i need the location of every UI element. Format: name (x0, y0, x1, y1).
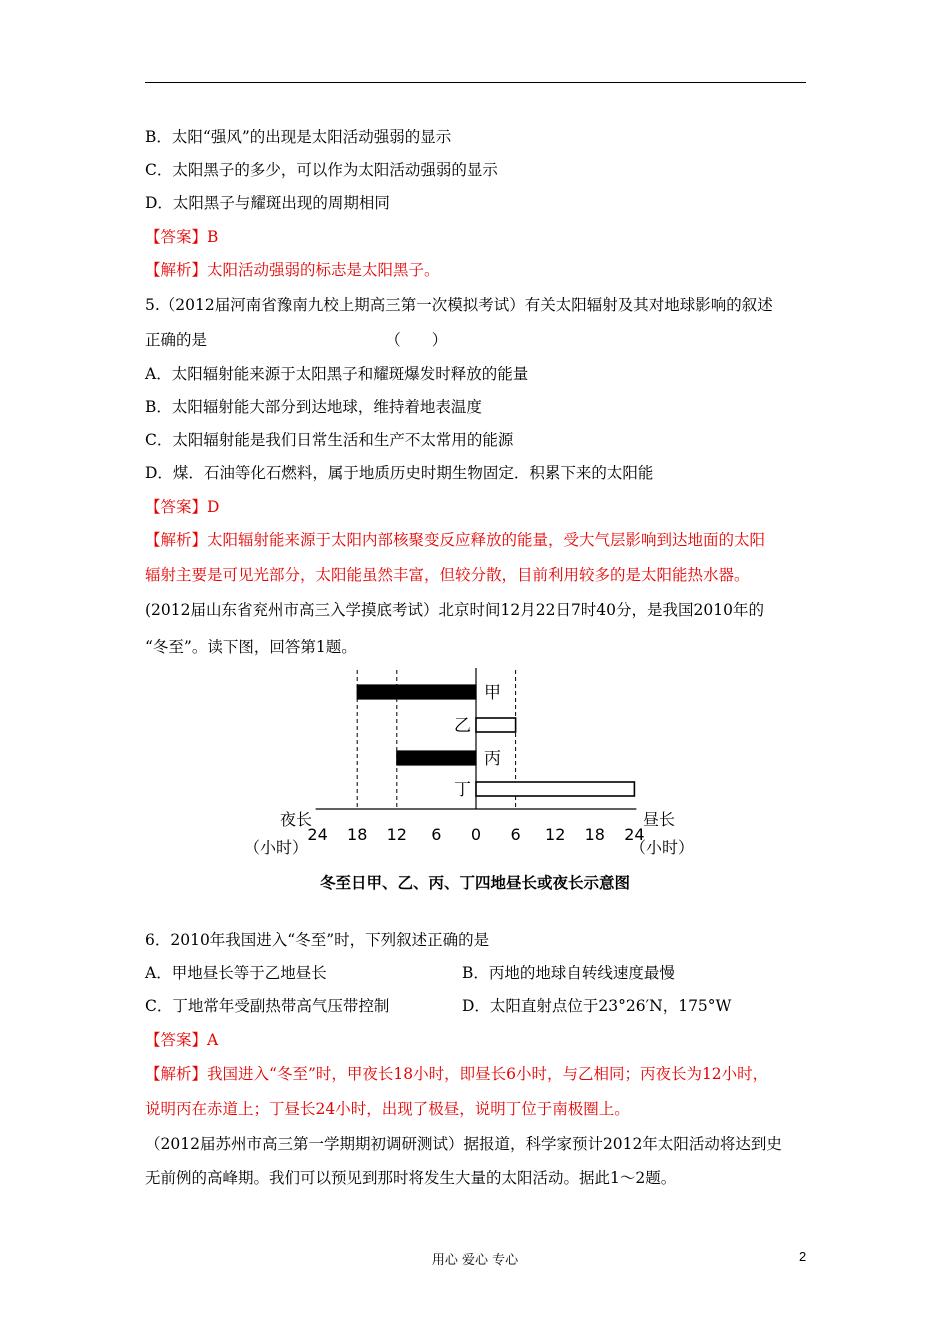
intro-2: （2012届苏州市高三第一学期期初调研测试）据报道，科学家预计2012年太阳活动将达到史 (145, 1135, 782, 1153)
question-5-option-a: A．太阳辐射能来源于太阳黑子和耀斑爆发时释放的能量 (145, 365, 529, 383)
right-axis-unit: （小时） (630, 838, 695, 857)
answer-value: D (207, 498, 220, 516)
tick-label: 18 (347, 825, 368, 844)
answer-label: 【答案】 (145, 498, 208, 516)
explanation-label: 【解析】 (145, 531, 208, 549)
tick-label: 6 (431, 825, 442, 844)
question-6-stem: 6．2010年我国进入“冬至”时，下列叙述正确的是 (145, 931, 490, 949)
question-6-option-d: D．太阳直射点位于23°26′N，175°W (462, 997, 732, 1015)
explanation-3 (145, 1064, 768, 1084)
intro-2-cont: 无前例的高峰期。我们可以预见到那时将发生大量的太阳活动。据此1～2题。 (145, 1169, 677, 1187)
day-night-length-chart (230, 668, 710, 868)
bar-day-2 (476, 718, 516, 732)
left-axis-unit: （小时） (244, 838, 309, 857)
tick-label: 6 (510, 825, 521, 844)
answer-label: 【答案】 (145, 228, 208, 246)
tick-label: 24 (307, 825, 328, 844)
answer-2 (145, 497, 219, 517)
explanation-2-cont: 辐射主要是可见光部分，太阳能虽然丰富，但较分散，目前利用较多的是太阳能热水器。 (145, 566, 750, 584)
question-5-stem: 5.（2012届河南省豫南九校上期高三第一次模拟考试）有关太阳辐射及其对地球影响的叙述 (145, 296, 773, 314)
tick-label: 18 (584, 825, 605, 844)
answer-3 (145, 1030, 218, 1050)
question-6-option-b: B．丙地的地球自转线速度最慢 (462, 964, 675, 982)
explanation-text: 我国进入“冬至”时，甲夜长18小时，即昼长6小时，与乙相同；丙夜长为12小时， (207, 1065, 769, 1083)
explanation-2 (145, 530, 765, 550)
tick-label: 24 (624, 825, 645, 844)
chart-caption: 冬至日甲、乙、丙、丁四地昼长或夜长示意图 (319, 874, 630, 892)
category-label: 丁 (454, 780, 471, 800)
tick-label: 0 (470, 825, 482, 844)
bar-night-1 (357, 685, 476, 699)
explanation-3-cont: 说明丙在赤道上；丁昼长24小时，出现了极昼，说明丁位于南极圈上。 (145, 1100, 630, 1118)
answer-label: 【答案】 (145, 1031, 208, 1049)
explanation-label: 【解析】 (145, 261, 208, 279)
tick-label: 12 (386, 825, 407, 844)
question-5-option-b: B．太阳辐射能大部分到达地球，维持着地表温度 (145, 398, 482, 416)
question-5-stem-cont: 正确的是 （ ） (145, 331, 448, 349)
option-d: D．太阳黑子与耀斑出现的周期相同 (145, 194, 390, 212)
option-c: C．太阳黑子的多少，可以作为太阳活动强弱的显示 (145, 161, 498, 179)
footer-text: 用心 爱心 专心 (431, 1253, 519, 1268)
question-5-option-c: C．太阳辐射能是我们日常生活和生产不太常用的能源 (145, 431, 514, 449)
intro-1: (2012届山东省兖州市高三入学摸底考试）北京时间12月22日7时40分，是我国2010年的 (145, 601, 764, 619)
question-6-option-a: A．甲地昼长等于乙地昼长 (145, 964, 327, 982)
header-rule (145, 82, 806, 83)
bar-day-4 (476, 782, 634, 796)
category-label: 丙 (484, 749, 501, 769)
page-number: 2 (799, 1249, 807, 1264)
question-5-option-d: D．煤．石油等化石燃料，属于地质历史时期生物固定．积累下来的太阳能 (145, 464, 654, 482)
answer-1 (145, 227, 218, 247)
explanation-1 (145, 260, 440, 280)
intro-1-cont: “冬至”。读下图，回答第1题。 (145, 638, 357, 656)
category-label: 甲 (484, 683, 501, 703)
answer-value: B (207, 228, 219, 246)
explanation-text: 太阳活动强弱的标志是太阳黑子。 (207, 261, 440, 279)
answer-value: A (207, 1031, 219, 1049)
left-axis-label: 夜长 (280, 810, 313, 829)
category-label: 乙 (454, 716, 471, 736)
option-b: B．太阳“强风”的出现是太阳活动强弱的显示 (145, 128, 452, 146)
right-axis-label: 昼长 (643, 810, 676, 829)
explanation-text: 太阳辐射能来源于太阳内部核聚变反应释放的能量，受大气层影响到达地面的太阳 (207, 531, 766, 549)
question-6-option-c: C．丁地常年受副热带高气压带控制 (145, 997, 390, 1015)
bar-night-3 (397, 751, 476, 765)
tick-label: 12 (545, 825, 566, 844)
explanation-label: 【解析】 (145, 1065, 208, 1083)
